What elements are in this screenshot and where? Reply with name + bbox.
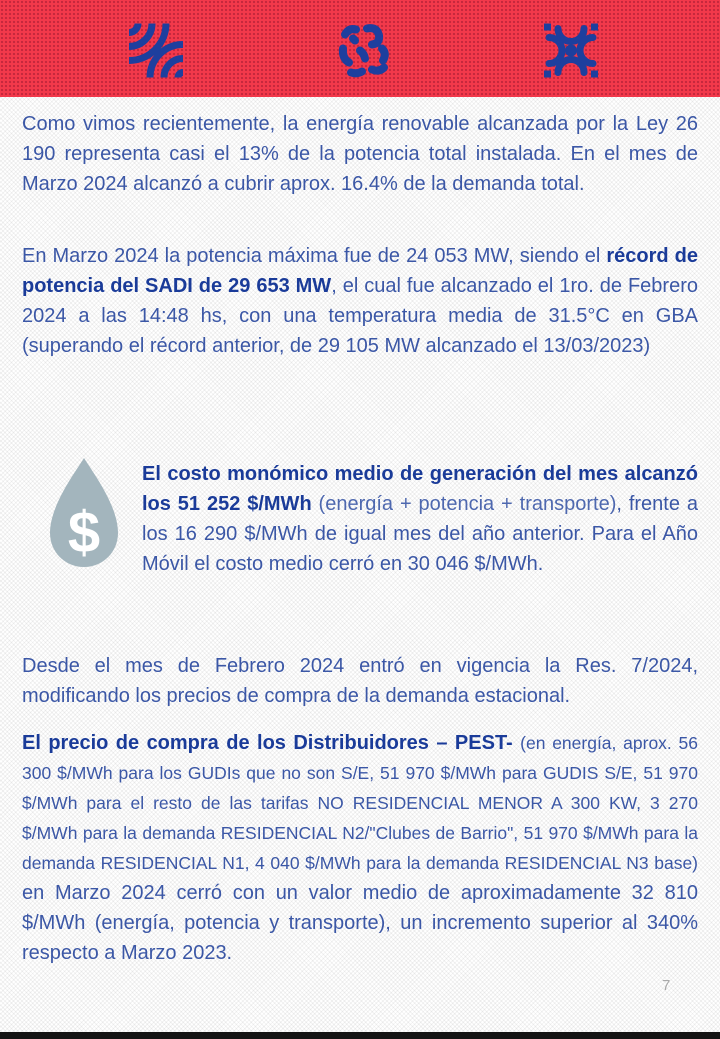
paragraph-monomic-cost-parenthetical: (energía + potencia + transporte) xyxy=(311,493,617,515)
waves-pattern-icon xyxy=(128,22,184,79)
header-band xyxy=(0,0,720,97)
paragraph-power-record-post: , el cual fue alcanzado el 1ro. de Febrero 2024 a las 14:48 hs, con una temperatura media de 31.5°C en GBA (superando el récord anterior, de 29 105 MW alcanzado el 13/03/2023) xyxy=(22,275,698,357)
paragraph-renewables xyxy=(22,109,698,199)
paragraph-pest-price-bold: El precio de compra de los Distribuidores – PEST- xyxy=(22,732,521,754)
dollar-symbol: $ xyxy=(67,500,101,565)
paragraph-pest-price xyxy=(22,728,698,968)
paragraph-power-record-pre: En Marzo 2024 la potencia máxima fue de 24 053 MW, siendo el xyxy=(22,245,607,267)
dollar-drop-icon xyxy=(41,454,127,576)
organic-blobs-pattern-icon xyxy=(336,22,392,79)
ornament-pattern-icon xyxy=(543,22,599,79)
paragraph-monomic-cost xyxy=(142,459,698,579)
paragraph-pest-price-rest: en Marzo 2024 cerró con un valor medio de aproximadamente 32 810 $/MWh (energía, potencia y transporte), un incremento superior al 340% respecto a Marzo 2023. xyxy=(22,882,698,964)
paragraph-resolution-text: Desde el mes de Febrero 2024 entró en vigencia la Res. 7/2024, modificando los precios de compra de la demanda estacional. xyxy=(22,655,698,707)
paragraph-monomic-cost-bold: El costo monómico medio de generación del mes alcanzó los 51 252 $/MWh xyxy=(142,463,698,515)
paragraph-pest-price-detail: (en energía, aprox. 56 300 $/MWh para los GUDIs que no son S/E, 51 970 $/MWh para GUDIS S/E, 51 970 $/MWh para el resto de las tarifas NO RESIDENCIAL MENOR A 300 KW, 3 270 $/MWh para la demanda RESIDENCIAL N2/"Clubes de Barrio", 51 970 $/MWh para la demanda RESIDENCIAL N1, 4 040 $/MWh para la demanda RESIDENCIAL N3 base) xyxy=(22,733,698,873)
page-number: 7 xyxy=(662,977,671,994)
paragraph-monomic-cost-rest: , frente a los 16 290 $/MWh de igual mes del año anterior. Para el Año Móvil el costo medio cerró en 30 046 $/MWh. xyxy=(142,493,698,575)
paragraph-power-record-bold: récord de potencia del SADI de 29 653 MW xyxy=(22,245,698,297)
bottom-edge-bar xyxy=(0,1032,720,1039)
paragraph-power-record xyxy=(22,241,698,361)
paragraph-resolution xyxy=(22,651,698,711)
paragraph-renewables-text: Como vimos recientemente, la energía renovable alcanzada por la Ley 26 190 representa casi el 13% de la potencia total instalada. En el mes de Marzo 2024 alcanzó a cubrir aprox. 16.4% de la demanda total. xyxy=(22,113,698,195)
